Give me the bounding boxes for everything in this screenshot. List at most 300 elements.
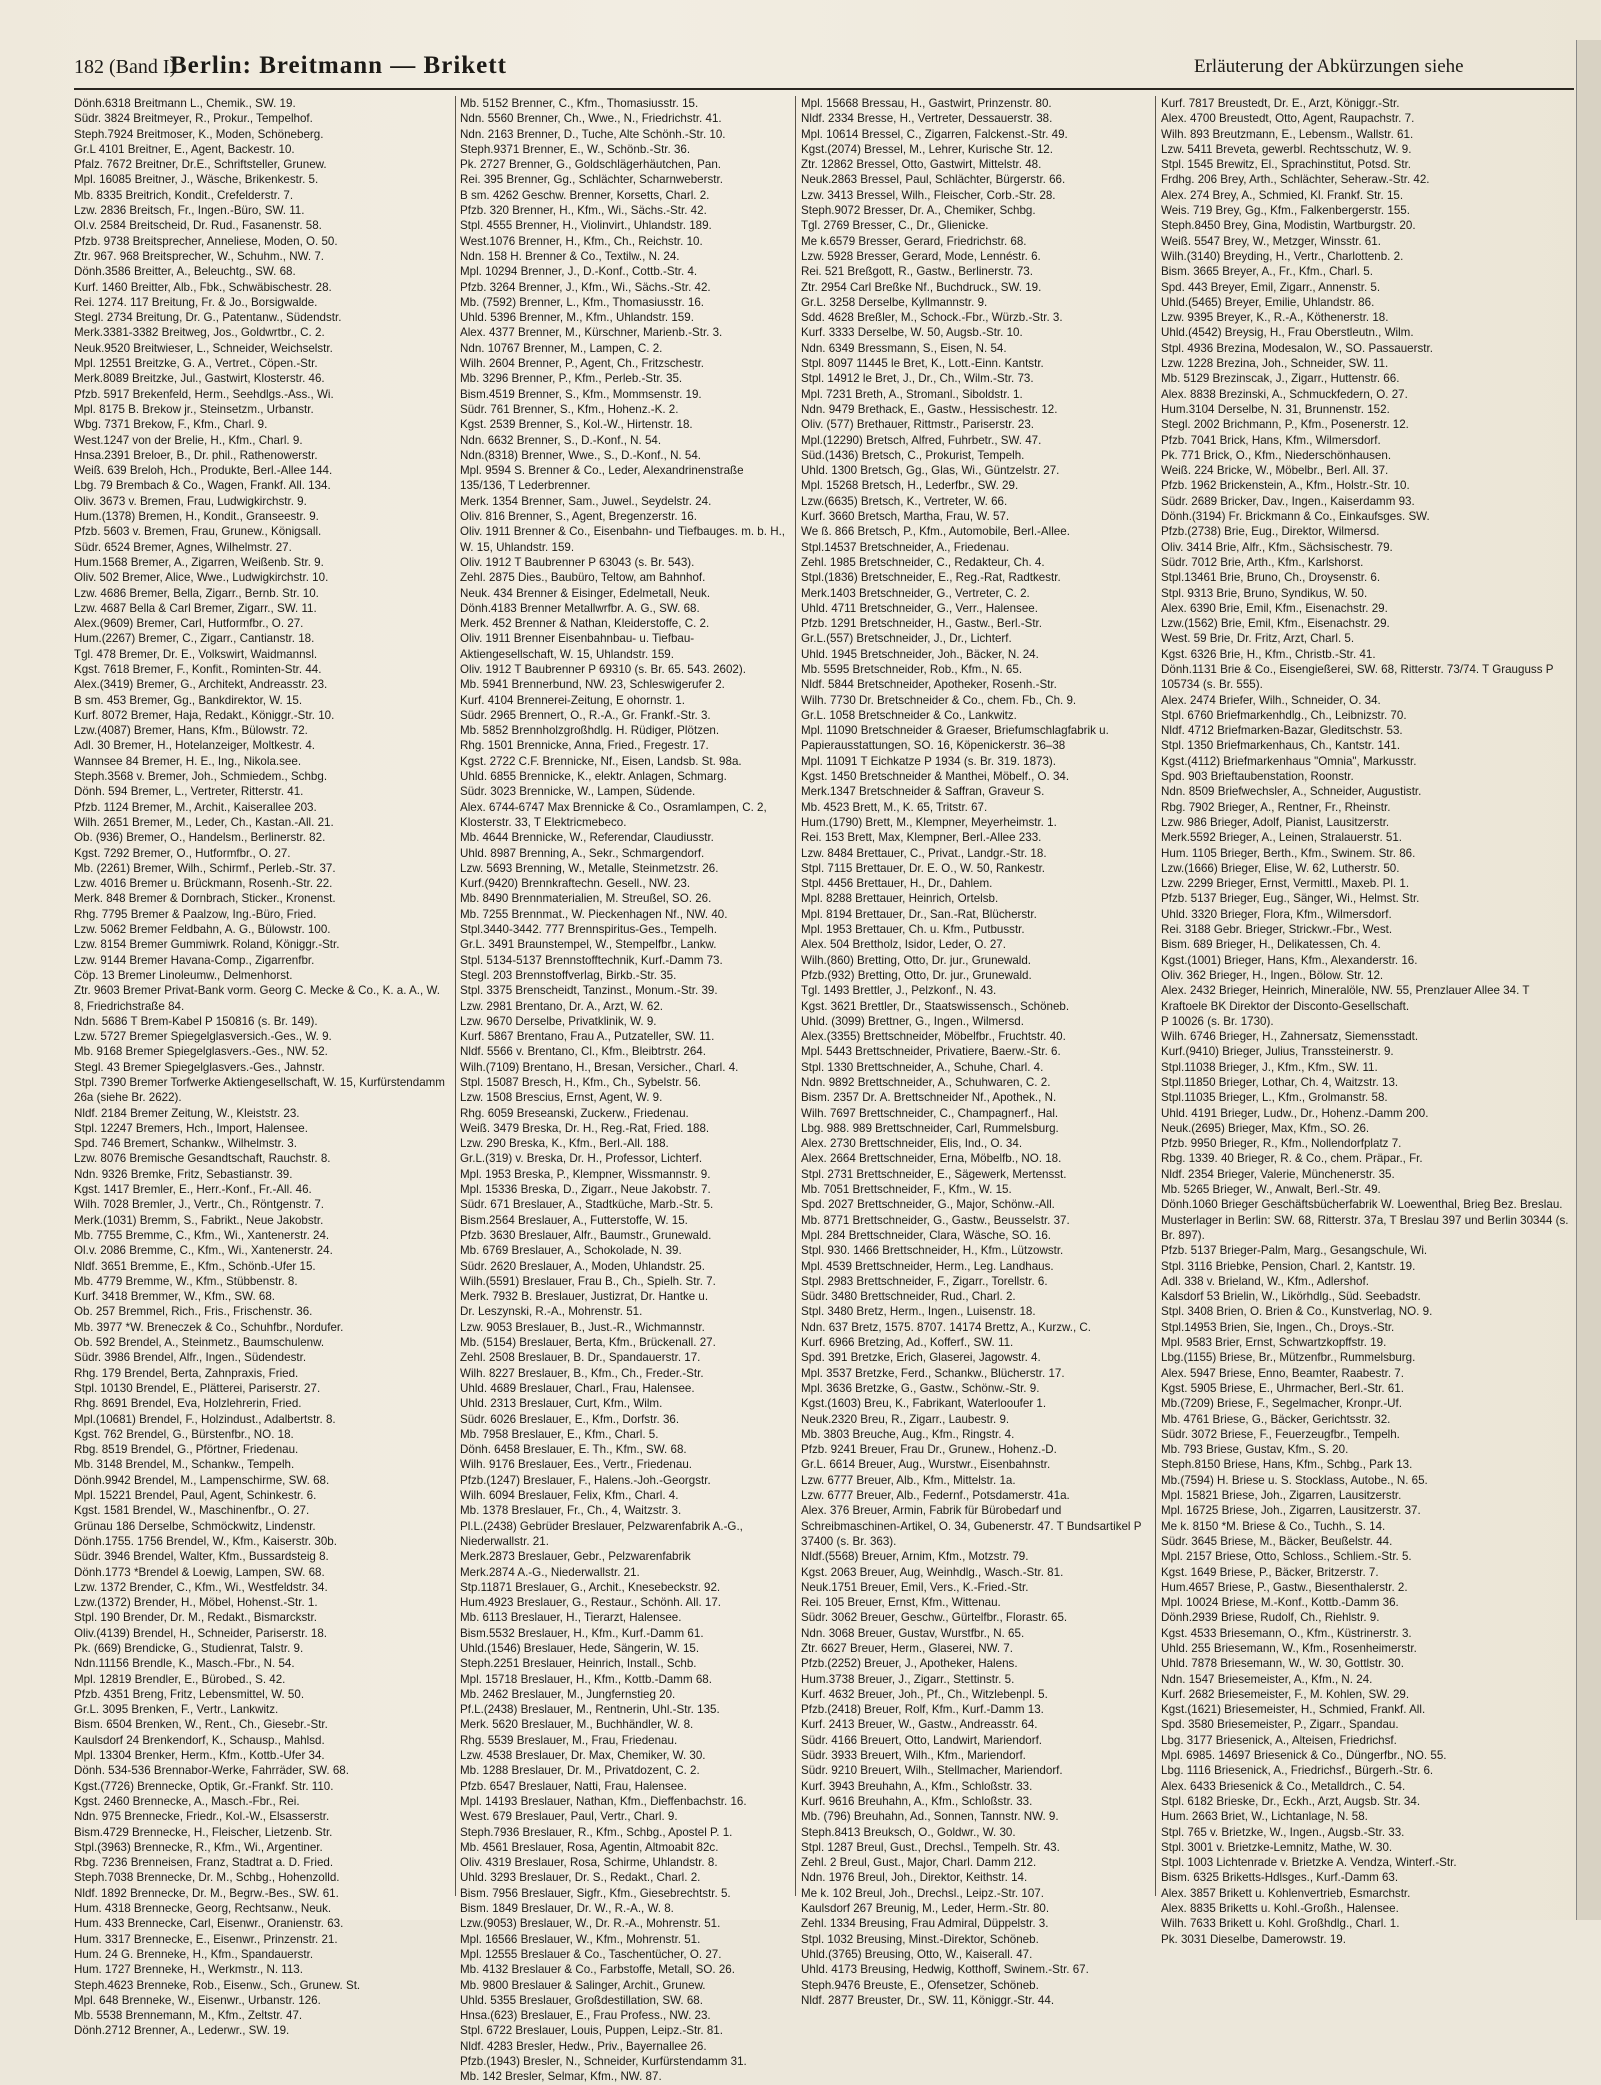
directory-entry: Zehl. 2 Breul, Gust., Major, Charl. Damm 212. [801,1856,1037,1870]
directory-entry: Steph.8450 Brey, Gina, Modistin, Wartburgstr. 20. [1161,219,1416,233]
directory-entry: Pfzb. 9241 Breuer, Frau Dr., Grunew., Hohenz.-D. [801,1443,1057,1457]
directory-entry: Pfzb. 6547 Breslauer, Natti, Frau, Halensee. [460,1779,687,1793]
directory-entry: Weiß. 3479 Breska, Dr. H., Reg.-Rat, Fried. 188. [460,1121,710,1135]
directory-entry: Mpl. 10614 Bressel, C., Zigarren, Falckenst.-Str. 49. [801,127,1068,141]
directory-entry: Cöp. 13 Bremer Linoleumw., Delmenhorst. [74,968,293,982]
directory-entry: Mpl. 15268 Bretsch, H., Lederfbr., SW. 29. [801,479,1019,493]
directory-entry: Pk. (669) Brendicke, G., Studienrat, Talstr. 9. [74,1641,304,1655]
directory-entry: Südr. 3645 Briese, M., Bäcker, Beußelstr. 44. [1161,1534,1393,1548]
directory-entry: Merk.2874 A.-G., Niederwallstr. 21. [460,1565,640,1579]
directory-entry: Tgl. 1493 Brettler, J., Pelzkonf., N. 43. [801,984,997,998]
directory-entry: Oliv. 3673 v. Bremen, Frau, Ludwigkirchstr. 9. [74,494,307,508]
directory-entry: Südr. 2689 Bricker, Dav., Ingen., Kaiserdamm 93. [1161,494,1415,508]
directory-entry: Kgst.(1001) Brieger, Hans, Kfm., Alexanderstr. 16. [1161,953,1418,967]
directory-entry: Kgst. 6326 Brie, H., Kfm., Christb.-Str. 41. [1161,647,1376,661]
directory-entry: Ndn. 9479 Brethack, E., Gastw., Hessischestr. 12. [801,402,1058,416]
directory-entry: Mpl. 7231 Breth, A., Stromanl., Siboldstr. 1. [801,387,1023,401]
directory-entry: Ndn.11156 Brendle, K., Masch.-Fbr., N. 54. [74,1657,295,1671]
directory-entry: Pfzb. 7041 Brick, Hans, Kfm., Wilmersdorf. [1161,433,1381,447]
directory-entry: Steph.7924 Breitmoser, K., Moden, Schöneberg. [74,127,324,141]
directory-entry: Mpl.(12290) Bretsch, Alfred, Fuhrbetr., SW. 47. [801,433,1042,447]
directory-entry: Alex. 2664 Brettschneider, Erna, Möbelfb., NO. 18. [801,1152,1062,1166]
directory-entry: Kurf.(9420) Brennkraftechn. Gesell., NW. 23. [460,877,691,891]
directory-entry: Stpl. 6722 Breslauer, Louis, Puppen, Leipz.-Str. 81. [460,2024,723,2038]
directory-entry: Weiß. 5547 Brey, W., Metzger, Winsstr. 61. [1161,234,1381,248]
directory-entry: Wilh. 893 Breutzmann, E., Lebensm., Wallstr. 61. [1161,127,1414,141]
directory-entry: Dönh.2939 Briese, Rudolf, Ch., Riehlstr. 9. [1161,1611,1380,1625]
directory-entry: Pfzb. 1962 Brickenstein, A., Kfm., Holstr.-Str. 10. [1161,479,1410,493]
directory-entry: Kurf. 9616 Breuhahn, A., Kfm., Schloßstr. 33. [801,1794,1033,1808]
directory-entry: Stpl. 8097 11445 le Bret, K., Lott.-Einn. Kantstr. [801,357,1044,371]
directory-entry: Zehl. 1334 Breusing, Frau Admiral, Düppelstr. 3. [801,1917,1049,1931]
directory-entry: Mpl. 8288 Brettauer, Heinrich, Ortelsb. [801,892,999,906]
directory-entry: Mb. 793 Briese, Gustav, Kfm., S. 20. [1161,1443,1349,1457]
directory-entry: Neuk.9520 Breitwieser, L., Schneider, Weichselstr. [74,341,333,355]
directory-entry: Lzw. 1508 Brescius, Ernst, Agent, W. 9. [460,1091,663,1105]
directory-entry: B sm. 4262 Geschw. Brenner, Korsetts, Charl. 2. [460,188,710,202]
directory-entry: Uhld.(3765) Breusing, Otto, W., Kaiserall. 47. [801,1947,1033,1961]
directory-entry: Lzw. 4016 Bremer u. Brückmann, Rosenh.-Str. 22. [74,877,333,891]
directory-entry: Lzw. 9395 Breyer, K., R.-A., Köthenerstr. 18. [1161,311,1389,325]
directory-entry: Kgst.(4112) Briefmarkenhaus "Omnia", Markusstr. [1161,754,1417,768]
directory-entry: Südr. 3062 Breuer, Geschw., Gürtelfbr., Florastr. 65. [801,1611,1068,1625]
directory-entry: Mb. 5941 Brennerbund, NW. 23, Schleswigerufer 2. [460,678,725,692]
directory-entry: Frdhg. 206 Brey, Arth., Schlächter, Seheraw.-Str. 42. [1161,173,1430,187]
directory-entry: Alex. 2730 Brettschneider, Elis, Ind., O. 34. [801,1137,1023,1151]
directory-entry: Südr. 3072 Briese, F., Feuerzeugfbr., Tempelh. [1161,1427,1400,1441]
directory-entry: Mpl. 16085 Breitner, J., Wäsche, Brikenkestr. 5. [74,173,319,187]
directory-entry: Nldf. 2184 Bremer Zeitung, W., Kleiststr. 23. [74,1106,300,1120]
directory-entry: Lzw. 290 Breska, K., Kfm., Berl.-All. 188. [460,1137,669,1151]
directory-entry: West. 59 Brie, Dr. Fritz, Arzt, Charl. 5. [1161,632,1355,646]
directory-entry: Hum. 1727 Brenneke, H., Werkmstr., N. 113. [74,1963,303,1977]
directory-entry: Bism. 2357 Dr. A. Brettschneider Nf., Apothek., N. [801,1091,1057,1105]
directory-entry: Kurf. 2413 Breuer, W., Gastw., Andreasstr. 64. [801,1718,1038,1732]
directory-entry: Nldf. 2877 Breuster, Dr., SW. 11, Königgr.-Str. 44. [801,1993,1055,2007]
directory-entry: Ndn. 5686 T Brem-Kabel P 150816 (s. Br. 149). [74,1014,318,1028]
directory-entry: Alex.(3355) Brettschneider, Möbelfbr., Fruchtstr. 40. [801,1030,1066,1044]
directory-entry: Ndn. 637 Bretz, 1575. 8707. 14174 Brettz, A., Kurzw., C. [801,1320,1092,1334]
directory-entry: Weiß. 639 Breloh, Hch., Produkte, Berl.-Allee 144. [74,464,333,478]
directory-entry: Mb. 4644 Brennicke, W., Referendar, Claudiusstr. [460,831,714,845]
directory-entry: Stpl.11850 Brieger, Lothar, Ch. 4, Waitzstr. 13. [1161,1076,1399,1089]
directory-entry: Kalsdorf 53 Brielin, W., Likörhdlg., Süd. Seebadstr. [1161,1290,1421,1304]
directory-entry: Stpl. 1350 Briefmarkenhaus, Ch., Kantstr. 141. [1161,739,1401,753]
column-4 [1161,96,1575,1946]
directory-entry: Mb. (796) Breuhahn, Ad., Sonnen, Tannstr. NW. 9. [801,1810,1059,1824]
directory-entry: Adl. 30 Bremer, H., Hotelanzeiger, Moltkestr. 4. [74,739,315,753]
directory-entry: Dr. Leszynski, R.-A., Mohrenstr. 51. [460,1305,643,1319]
directory-entry: Uhld. 2313 Breslauer, Curt, Kfm., Wilm. [460,1397,663,1411]
directory-entry: Südr. 6524 Bremer, Agnes, Wilhelmstr. 27. [74,540,292,554]
directory-entry: Mpl. 12551 Breitzke, G. A., Vertret., Cöpen.-Str. [74,357,318,371]
directory-entry: Steph.4623 Brenneke, Rob., Eisenw., Sch., Grunew. St. [74,1978,361,1992]
directory-entry: Kgst. 7618 Bremer, F., Konfit., Rominten-Str. 44. [74,662,322,676]
directory-entry: Mb. 8490 Brennmaterialien, M. Streußel, SO. 26. [460,892,712,906]
directory-entry: Mb. 3803 Breuche, Aug., Kfm., Ringstr. 4. [801,1427,1015,1441]
directory-entry: Hum.(1378) Bremen, H., Kondit., Granseestr. 9. [74,510,319,524]
directory-entry: Uhld. 8987 Brenning, A., Sekr., Schmargendorf. [460,846,705,860]
directory-entry: Bism. 6325 Briketts-Hdlsges., Kurf.-Damm 63. [1161,1871,1399,1885]
directory-entry: Kgst. 1581 Brendel, W., Maschinenfbr., O. 27. [74,1504,310,1518]
directory-entry: Mb. 142 Bresler, Selmar, Kfm., NW. 87. [460,2070,662,2084]
directory-entry: Kurf. 3333 Derselbe, W. 50, Augsb.-Str. 10. [801,326,1023,340]
directory-entry: Zehl. 2508 Breslauer, B. Dr., Spandauerstr. 17. [460,1351,701,1365]
directory-entry: Mb. 4132 Breslauer & Co., Farbstoffe, Metall, SO. 26. [460,1963,735,1977]
directory-entry: Hum.3104 Derselbe, N. 31, Brunnenstr. 152. [1161,402,1390,416]
directory-entry: We ß. 866 Bretsch, P., Kfm., Automobile, Berl.-Allee. [801,525,1070,539]
directory-entry: Kgst. 1450 Bretschneider & Manthei, Möbelf., O. 34. [801,770,1070,784]
directory-entry: Kgst. 7292 Bremer, O., Hutformfbr., O. 27. [74,846,291,860]
column-1 [74,96,450,2038]
directory-entry: Tgl. 478 Bremer, Dr. E., Volkswirt, Waidmannsl. [74,647,318,661]
directory-entry: Hum.(2267) Bremer, C., Zigarr., Cantianstr. 18. [74,632,315,646]
directory-entry: Lzw. 6777 Breuer, Alb., Federnf., Potsdamerstr. 41a. [801,1489,1070,1503]
directory-entry: Neuk.(2695) Brieger, Max, Kfm., SO. 26. [1161,1121,1370,1135]
directory-entry: Dönh. 6458 Breslauer, E. Th., Kfm., SW. 68. [460,1443,687,1457]
directory-entry: Pfzb. 3264 Brenner, J., Kfm., Wi., Sächs.-Str. 42. [460,280,711,294]
directory-entry: Uhld.(4542) Breysig, H., Frau Oberstleutn., Wilm. [1161,326,1414,340]
directory-entry: Dönh. 594 Bremer, L., Vertreter, Ritterstr. 41. [74,785,304,799]
directory-entry: Stpl. 2731 Brettschneider, E., Sägewerk, Mertensst. [801,1167,1067,1181]
directory-entry: Mb. 7755 Bremme, C., Kfm., Wi., Xantenerstr. 24. [74,1228,330,1242]
directory-entry: Stpl.14953 Brien, Sie, Ingen., Ch., Droys.-Str. [1161,1320,1395,1334]
directory-entry: Hum. 1105 Brieger, Berth., Kfm., Swinem. Str. 86. [1161,846,1416,860]
directory-entry: Stpl.(1836) Bretschneider, E., Reg.-Rat, Radtkestr. [801,571,1061,585]
directory-entry: Stpl. 10130 Brendel, E., Plätterei, Pariserstr. 27. [74,1381,321,1395]
directory-entry: Merk.3381-3382 Breitweg, Jos., Goldwrtbr., C. 2. [74,326,325,340]
directory-entry: Pfzb.(932) Bretting, Otto, Dr. jur., Grunewald. [801,968,1032,982]
directory-entry: Wannsee 84 Bremer, H. E., Ing., Nikola.see. [74,754,302,768]
directory-entry: Kgst. 2722 C.F. Brennicke, Nf., Eisen, Landsb. St. 98a. [460,754,742,768]
directory-entry: Südr. 3824 Breitmeyer, R., Prokur., Tempelhof. [74,112,313,126]
directory-entry: Stpl. 7115 Brettauer, Dr. E. O., W. 50, Rankestr. [801,861,1046,875]
directory-entry: Stpl.3440-3442. 777 Brennspiritus-Ges., Tempelh. [460,923,717,937]
directory-entry: Rbg. 7902 Brieger, A., Rentner, Fr., Rheinstr. [1161,800,1391,814]
directory-entry: West.1247 von der Brelie, H., Kfm., Charl. 9. [74,433,303,447]
directory-entry: Lzw. 1228 Brezina, Joh., Schneider, SW. 11. [1161,357,1389,371]
directory-entry: Mpl. 8175 B. Brekow jr., Steinsetzm., Urbanstr. [74,402,314,416]
directory-entry: Mpl. 14193 Breslauer, Nathan, Kfm., Dieffenbachstr. 16. [460,1794,747,1808]
directory-entry: Alex. 4377 Brenner, M., Kürschner, Marienb.-Str. 3. [460,326,723,340]
directory-entry: Ndn. 9326 Bremke, Fritz, Sebastianstr. 39. [74,1167,293,1181]
page-header [74,52,1574,90]
directory-entry: Stpl. 7390 Bremer Torfwerke Aktiengesellschaft, W. 15, Kurfürstendamm 26a (siehe Br. 2622). [74,1076,445,1105]
directory-entry: Alex. 504 Brettholz, Isidor, Leder, O. 27. [801,938,1006,952]
directory-entry: Lzw. 5411 Breveta, gewerbl. Rechtsschutz, W. 9. [1161,142,1412,156]
directory-entry: Mb. 7051 Brettschneider, F., Kfm., W. 15. [801,1183,1012,1197]
directory-entry: Pk. 2727 Brenner, G., Goldschlägerhäutchen, Pan. [460,158,722,172]
directory-entry: Mpl. 3636 Bretzke, G., Gastw., Schönw.-Str. 9. [801,1381,1040,1395]
directory-entry: Uhld. 4173 Breusing, Hedwig, Kotthoff, Swinem.-Str. 67. [801,1963,1089,1977]
directory-entry: Mb. 7255 Brennmat., W. Pieckenhagen Nf., NW. 40. [460,907,728,921]
directory-entry: Stpl. 1032 Breusing, Minst.-Direktor, Schöneb. [801,1932,1039,1946]
directory-entry: Mpl. 1953 Brettauer, Ch. u. Kfm., Putbusstr. [801,923,1025,937]
directory-entry: Nldf. 2334 Bresse, H., Vertreter, Dessauerstr. 38. [801,112,1053,126]
directory-entry: Stpl.(3963) Brennecke, R., Kfm., Wi., Argentiner. [74,1840,323,1854]
directory-entry: Stpl. 1330 Brettschneider, A., Schuhe, Charl. 4. [801,1060,1044,1074]
directory-entry: Mb. 6769 Breslauer, A., Schokolade, N. 39. [460,1244,682,1258]
directory-entry: Dönh.6318 Breitmann L., Chemik., SW. 19. [74,97,296,110]
directory-entry: Rbg. 1339. 40 Brieger, R. & Co., chem. Präpar., Fr. [1161,1152,1423,1166]
directory-entry: Lzw. 2836 Breitsch, Fr., Ingen.-Büro, SW. 11. [74,204,305,218]
directory-entry: Lzw. 9053 Breslauer, B., Just.-R., Wichmannstr. [460,1320,705,1334]
directory-entry: Hnsa.2391 Breloer, B., Dr. phil., Rathenowerstr. [74,448,318,462]
directory-entry: Mb. 6113 Breslauer, H., Tierarzt, Halensee. [460,1611,682,1625]
directory-entry: Wilh. 7697 Brettschneider, C., Champagnerf., Hal. [801,1106,1059,1120]
directory-entry: Bism. 1849 Breslauer, Dr. W., R.-A., W. 8. [460,1902,674,1916]
directory-entry: Mb. 5152 Brenner, C., Kfm., Thomasiusstr. 15. [460,97,699,110]
directory-entry: Mpl. 12555 Breslauer & Co., Taschentücher, O. 27. [460,1947,722,1961]
directory-entry: Südr. 2965 Brennert, O., R.-A., Gr. Frankf.-Str. 3. [460,708,711,722]
directory-entry: Dönh.1060 Brieger Geschäftsbücherfabrik W. Loewenthal, Brieg Bez. Breslau. Musterlager in Berlin: SW. 68, Ritterstr. 37a, T Breslau 397 und Berlin 30344 (s. Br. 897). [1161,1198,1569,1242]
directory-entry: Mb.(7209) Briese, F., Segelmacher, Kronpr.-Uf. [1161,1397,1402,1411]
directory-entry: Uhld. 4191 Brieger, Ludw., Dr., Hohenz.-Damm 200. [1161,1106,1429,1120]
directory-entry: Merk. 452 Brenner & Nathan, Kleiderstoffe, C. 2. [460,617,710,631]
directory-entry: Alex. 8835 Briketts u. Kohl.-Großh., Halensee. [1161,1902,1399,1916]
directory-entry: Lzw. 4686 Bremer, Bella, Zigarr., Bernb. Str. 10. [74,586,319,600]
directory-entry: Stpl. 12247 Bremers, Hch., Import, Halensee. [74,1121,308,1135]
directory-entry: Rhg. 6059 Breseanski, Zuckerw., Friedenau. [460,1106,689,1120]
directory-entry: Hum.4923 Breslauer, G., Restaur., Schönh. All. 17. [460,1596,721,1610]
directory-entry: Stpl. 3408 Brien, O. Brien & Co., Kunstverlag, NO. 9. [1161,1305,1433,1319]
directory-entry: Mpl. 16725 Briese, Joh., Zigarren, Lausitzerstr. 37. [1161,1504,1421,1518]
directory-entry: Oliv. 1912 T Baubrenner P 69310 (s. Br. 65. 543. 2602). [460,662,746,676]
directory-entry: Alex. 8838 Brezinski, A., Schmuckfedern, O. 27. [1161,387,1408,401]
directory-entry: Ndn. 1547 Briesemeister, A., Kfm., N. 24. [1161,1672,1373,1686]
directory-entry: Merk. 848 Bremer & Dornbrach, Sticker., Kronenst. [74,892,336,906]
directory-entry: Oliv. 1911 Brenner Eisenbahnbau- u. Tiefbau-Aktiengesellschaft, W. 15, Uhlandstr. 159. [460,632,695,661]
directory-entry: Mb. 8335 Breitrich, Kondit., Crefelderstr. 7. [74,188,294,202]
directory-entry: Kurf. 3660 Bretsch, Martha, Frau, W. 57. [801,510,1010,524]
directory-entry: Pfzb. 4351 Breng, Fritz, Lebensmittel, W. 50. [74,1687,305,1701]
directory-entry: Stpl. 5134-5137 Brennstofftechnik, Kurf.-Damm 73. [460,953,723,967]
directory-entry: Neuk.2863 Bressel, Paul, Schlächter, Bürgerstr. 66. [801,173,1066,187]
directory-entry: Kurf. 3943 Breuhahn, A., Kfm., Schloßstr. 33. [801,1779,1033,1793]
directory-entry: Gr.L. 3095 Brenken, F., Vertr., Lankwitz. [74,1703,279,1717]
directory-entry: Alex. 274 Brey, A., Schmied, Kl. Frankf. Str. 15. [1161,188,1404,202]
directory-entry: Ndn. 1976 Breul, Joh., Direktor, Keithstr. 14. [801,1871,1028,1885]
directory-entry: Lzw. 9144 Bremer Havana-Comp., Zigarrenfbr. [74,953,315,967]
directory-entry: Gr.L. 3258 Derselbe, Kyllmannstr. 9. [801,295,988,309]
directory-entry: Stpl. 3116 Briebke, Pension, Charl. 2, Kantstr. 19. [1161,1259,1416,1273]
directory-entry: Neuk. 434 Brenner & Eisinger, Edelmetall, Neuk. [460,586,711,600]
directory-entry: Nldf. 5566 v. Brentano, Cl., Kfm., Bleibtrstr. 264. [460,1045,706,1059]
directory-entry: Lzw.(1666) Brieger, Elise, W. 62, Lutherstr. 50. [1161,861,1400,875]
directory-entry: Weis. 719 Brey, Gg., Kfm., Falkenbergerstr. 155. [1161,204,1410,218]
directory-entry: Mb. 7958 Breslauer, E., Kfm., Charl. 5. [460,1427,659,1441]
directory-entry: Nldf. 5844 Bretschneider, Apotheker, Rosenh.-Str. [801,678,1057,692]
directory-entry: Rhg. 1501 Brennicke, Anna, Fried., Fregestr. 17. [460,739,709,753]
directory-entry: Steph.7936 Breslauer, R., Kfm., Schbg., Apostel P. 1. [460,1825,733,1839]
directory-entry: Uhld. 4711 Bretschneider, G., Verr., Halensee. [801,601,1038,615]
directory-entry: Merk.2873 Breslauer, Gebr., Pelzwarenfabrik [460,1550,691,1564]
directory-entry: Ndn. 158 H. Brenner & Co., Textilw., N. 24. [460,249,680,263]
directory-entry: Oliv.(4139) Brendel, H., Schneider, Pariserstr. 18. [74,1626,328,1640]
directory-entry: Mb. 5265 Brieger, W., Anwalt, Berl.-Str. 49. [1161,1183,1381,1197]
directory-entry: Mb. 2462 Breslauer, M., Jungfernstieg 20. [460,1687,676,1701]
directory-entry: Lzw. 986 Brieger, Adolf, Pianist, Lausitzerstr. [1161,815,1390,829]
directory-entry: Bism.4519 Brenner, S., Kfm., Mommsenstr. 19. [460,387,702,401]
directory-entry: Steph.9371 Brenner, E., W., Schönb.-Str. 36. [460,142,691,156]
directory-entry: Südr. 3023 Brennicke, W., Lampen, Südende. [460,785,696,799]
directory-entry: Rei. 1274. 117 Breitung, Fr. & Jo., Borsigwalde. [74,295,318,309]
directory-entry: Steph.9072 Bresser, Dr. A., Chemiker, Schbg. [801,204,1036,218]
directory-entry: Stp.11871 Breslauer, G., Archit., Knesebeckstr. 92. [460,1580,721,1594]
directory-entry: Gr.L. 6614 Breuer, Aug., Wurstwr., Eisenbahnstr. [801,1458,1051,1472]
directory-entry: Hum. 433 Brennecke, Carl, Eisenwr., Oranienstr. 63. [74,1917,344,1931]
directory-entry: Lzw. 6777 Breuer, Alb., Kfm., Mittelstr. 1a. [801,1473,1016,1487]
directory-entry: Stpl. 4555 Brenner, H., Violinvirt., Uhlandstr. 189. [460,219,712,233]
directory-entry: Hum.(1790) Brett, M., Klempner, Meyerheimstr. 1. [801,815,1057,829]
directory-entry: Lzw. 5062 Bremer Feldbahn, A. G., Bülowstr. 100. [74,923,331,937]
directory-entry: Stpl.14537 Bretschneider, A., Friedenau. [801,540,1010,554]
directory-entry: Wilh. 6746 Brieger, H., Zahnersatz, Siemensstadt. [1161,1030,1419,1044]
directory-entry: West.1076 Brenner, H., Kfm., Ch., Reichstr. 10. [460,234,703,248]
directory-entry: Stpl. 1003 Lichtenrade v. Brietzke A. Vendza, Winterf.-Str. [1161,1856,1457,1870]
directory-entry: Rei. 153 Brett, Max, Klempner, Berl.-Allee 233. [801,831,1042,845]
directory-entry: Mpl. 6985. 14697 Briesenick & Co., Düngerfbr., NO. 55. [1161,1749,1447,1763]
directory-entry: Wilh.(3140) Breyding, H., Vertr., Charlottenb. 2. [1161,249,1404,263]
directory-entry: Kgst. 1417 Bremler, E., Herr.-Konf., Fr.-All. 46. [74,1183,312,1197]
directory-entry: Mb. (7592) Brenner, L., Kfm., Thomasiusstr. 16. [460,295,705,309]
directory-entry: Wilh.(860) Bretting, Otto, Dr. jur., Grunewald. [801,953,1032,967]
directory-entry: Stpl.13461 Brie, Bruno, Ch., Droysenstr. 6. [1161,571,1381,585]
directory-entry: Mpl.(10681) Brendel, F., Holzindust., Adalbertstr. 8. [74,1412,336,1426]
directory-entry: Merk.1347 Bretschneider & Saffran, Graveur S. [801,785,1045,799]
directory-entry: Nldf.(5568) Breuer, Arnim, Kfm., Motzstr. 79. [801,1550,1029,1564]
directory-entry: Kurf.(9410) Brieger, Julius, Transsteinerstr. 9. [1161,1045,1394,1059]
directory-entry: Pfzb. 3630 Breslauer, Alfr., Baumstr., Grunewald. [460,1228,712,1242]
directory-entry: Steph.2251 Breslauer, Heinrich, Install., Schb. [460,1657,697,1671]
directory-entry: Lzw. 2299 Brieger, Ernst, Vermittl., Maxeb. Pl. 1. [1161,877,1410,891]
directory-entry: Pfzb. 320 Brenner, H., Kfm., Wi., Sächs.-Str. 42. [460,204,707,218]
directory-entry: Mb. (2261) Bremer, Wilh., Schirmf., Perleb.-Str. 37. [74,861,336,875]
directory-entry: Mpl. 10024 Briese, M.-Konf., Kottb.-Damm 36. [1161,1596,1399,1610]
directory-entry: Mb. 1378 Breslauer, Fr., Ch., 4, Waitzstr. 3. [460,1504,682,1518]
directory-entry: Dönh.9942 Brendel, M., Lampenschirme, SW. 68. [74,1473,330,1487]
directory-entry: Uhld. 4689 Breslauer, Charl., Frau, Halensee. [460,1381,695,1395]
directory-entry: Südr. 2620 Breslauer, A., Moden, Uhlandstr. 25. [460,1259,705,1273]
directory-entry: Kurf. 1460 Breitter, Alb., Fbk., Schwäbischestr. 28. [74,280,332,294]
directory-entry: Steph.8150 Briese, Hans, Kfm., Schbg., Park 13. [1161,1458,1413,1472]
directory-entry: Ndn.(8318) Brenner, Wwe., S., D.-Konf., N. 54. [460,448,701,462]
directory-entry: Lbg. 79 Brembach & Co., Wagen, Frankf. All. 134. [74,479,331,493]
directory-entry: Lzw.(6635) Bretsch, K., Vertreter, W. 66. [801,494,1008,508]
page-title: Berlin: Breitmann — Brikett [170,52,507,79]
directory-entry: Uhld. 1945 Bretschneider, Joh., Bäcker, N. 24. [801,647,1039,661]
directory-entry: Kurf. 2682 Briesemeister, F., M. Kohlen, SW. 29. [1161,1687,1410,1701]
directory-entry: Merk. 7932 B. Breslauer, Justizrat, Dr. Hantke u. [460,1290,709,1304]
directory-entry: Stpl. 6182 Brieske, Dr., Eckh., Arzt, Augsb. Str. 34. [1161,1794,1421,1808]
directory-entry: Uhld. (3099) Brettner, G., Ingen., Wilmersd. [801,1014,1024,1028]
directory-entry: Pfzb.(2418) Breuer, Rolf, Kfm., Kurf.-Damm 13. [801,1703,1044,1717]
directory-entry: Steph.3568 v. Bremer, Joh., Schmiedem., Schbg. [74,770,328,784]
directory-entry: Ob. (936) Bremer, O., Handelsm., Berlinerstr. 82. [74,831,326,845]
directory-entry: Alex. 4700 Breustedt, Otto, Agent, Raupachstr. 7. [1161,112,1415,126]
directory-entry: Südr. 3946 Brendel, Walter, Kfm., Bussardsteig 8. [74,1550,329,1564]
directory-entry: Uhld. 5396 Brenner, M., Kfm., Uhlandstr. 159. [460,311,694,325]
directory-entry: Nldf. 3651 Bremme, E., Kfm., Schönb.-Ufer 15. [74,1259,316,1273]
directory-entry: Merk.8089 Breitzke, Jul., Gastwirt, Klosterstr. 46. [74,372,325,386]
directory-entry: Oliv. 3414 Brie, Alfr., Kfm., Sächsischestr. 79. [1161,540,1393,554]
directory-entry: Kgst. 2063 Breuer, Aug, Weinhdlg., Wasch.-Str. 81. [801,1565,1064,1579]
directory-entry: Gr.L 4101 Breitner, E., Agent, Backestr. 10. [74,142,295,156]
directory-entry: Bism.4729 Brennecke, H., Fleischer, Lietzenb. Str. [74,1825,333,1839]
directory-entry: Adl. 338 v. Brieland, W., Kfm., Adlershof. [1161,1274,1369,1288]
directory-entry: Stpl.11038 Brieger, J., Kfm., Kfm., SW. 11. [1161,1060,1378,1074]
directory-entry: Steph.8413 Breuksch, O., Goldwr., W. 30. [801,1825,1016,1839]
directory-entry: Lzw. 9670 Derselbe, Privatklinik, W. 9. [460,1014,657,1028]
directory-entry: Kurf. 6966 Bretzing, Ad., Kofferf., SW. 11. [801,1336,1014,1350]
directory-entry: Mb. 9800 Breslauer & Salinger, Archit., Grunew. [460,1978,706,1992]
directory-entry: Stpl. 1545 Brewitz, El., Sprachinstitut, Potsd. Str. [1161,158,1412,172]
directory-entry: Mb. 5538 Brennemann, M., Kfm., Zeltstr. 47. [74,2009,303,2023]
directory-entry: Dönh.1755. 1756 Brendel, W., Kfm., Kaiserstr. 30b. [74,1534,337,1548]
directory-entry: Wilh.(7109) Brentano, H., Bresan, Versicher., Charl. 4. [460,1060,739,1074]
directory-entry: P 10026 (s. Br. 1730). [1161,1014,1274,1028]
directory-entry: Ol.v. 2086 Bremme, C., Kfm., Wi., Xantenerstr. 24. [74,1244,333,1258]
directory-entry: Pfzb.(2738) Brie, Eug., Direktor, Wilmersd. [1161,525,1380,539]
directory-entry: Lzw. 5928 Bresser, Gerard, Mode, Lennéstr. 6. [801,249,1041,263]
directory-entry: Südr. 671 Breslauer, A., Stadtküche, Marb.-Str. 5. [460,1198,714,1212]
directory-entry: Stpl. 1287 Breul, Gust., Drechsl., Tempelh. Str. 43. [801,1840,1060,1854]
directory-entry: Stegl. 43 Bremer Spiegelglasvers.-Ges., Jahnstr. [74,1060,325,1074]
directory-entry: Spd. 3580 Briesemeister, P., Zigarr., Spandau. [1161,1718,1399,1732]
directory-entry: Kgst.(2074) Bressel, M., Lehrer, Kurische Str. 12. [801,142,1053,156]
directory-entry: Stpl. 3001 v. Brietzke-Lemnitz, Mathe, W. 30. [1161,1840,1393,1854]
directory-entry: Lzw. 5693 Brenning, W., Metalle, Steinmetzstr. 26. [460,861,719,875]
directory-entry: Pfzb. 5137 Brieger-Palm, Marg., Gesangschule, Wi. [1161,1244,1428,1258]
directory-entry: Pfalz. 7672 Breitner, Dr.E., Schriftsteller, Grunew. [74,158,327,172]
directory-entry: Kurf. 8072 Bremer, Haja, Redakt., Königgr.-Str. 10. [74,708,335,722]
directory-entry: Stpl. 930. 1466 Brettschneider, H., Kfm., Lützowstr. [801,1244,1064,1258]
directory-entry: Lzw.(1372) Brender, H., Möbel, Hohenst.-Str. 1. [74,1596,318,1610]
directory-entry: Neuk.2320 Breu, R., Zigarr., Laubestr. 9. [801,1412,1010,1426]
directory-entry: Uhld. 7878 Briesemann, W., W. 30, Gottlstr. 30. [1161,1657,1404,1671]
directory-entry: Alex. 5947 Briese, Enno, Beamter, Raabestr. 7. [1161,1366,1404,1380]
directory-entry: Mb. 4779 Bremme, W., Kfm., Stübbenstr. 8. [74,1274,298,1288]
directory-entry: Stpl. 765 v. Brietzke, W., Ingen., Augsb.-Str. 33. [1161,1825,1405,1839]
directory-entry: Mpl. 13304 Brenker, Herm., Kfm., Kottb.-Ufer 34. [74,1749,325,1763]
directory-entry: Südr. 4166 Breuert, Otto, Landwirt, Mariendorf. [801,1733,1043,1747]
directory-entry: Südr. 3933 Breuert, Wilh., Kfm., Mariendorf. [801,1749,1026,1763]
directory-entry: Wilh. 6094 Breslauer, Felix, Kfm., Charl. 4. [460,1489,679,1503]
directory-entry: Mb. 4561 Breslauer, Rosa, Agentin, Altmoabit 82c. [460,1840,719,1854]
directory-entry: Mb. 5129 Brezinscak, J., Zigarr., Huttenstr. 66. [1161,372,1400,386]
directory-entry: Ztr. 9603 Bremer Privat-Bank vorm. Georg C. Mecke & Co., K. a. A., W. 8, Friedrichstraße 84. [74,984,440,1013]
directory-entry: Oliv. 816 Brenner, S., Agent, Bregenzerstr. 16. [460,510,697,524]
directory-entry: Alex. 2432 Brieger, Heinrich, Mineralöle, NW. 55, Prenzlauer Allee 34. T Kraftoele BK Direktor der Disconto-Gesellschaft. [1161,984,1530,1013]
directory-entry: Stpl. 4456 Brettauer, H., Dr., Dahlem. [801,877,993,891]
directory-entry: Ndn. 10767 Brenner, M., Lampen, C. 2. [460,341,663,355]
directory-entry: Merk. 5620 Breslauer, M., Buchhändler, W. 8. [460,1718,694,1732]
directory-entry: Kgst.(7726) Brennecke, Optik, Gr.-Frankf. Str. 110. [74,1779,334,1793]
directory-entry: Mb. 1288 Breslauer, Dr. M., Privatdozent, C. 2. [460,1764,700,1778]
directory-entry: Nldf. 1892 Brennecke, Dr. M., Begrw.-Bes., SW. 61. [74,1886,339,1900]
directory-entry: Dönh.(3194) Fr. Brickmann & Co., Einkaufsges. SW. [1161,510,1430,524]
directory-entry: Dönh.1773 *Brendel & Loewig, Lampen, SW. 68. [74,1565,325,1579]
directory-entry: Hum.3738 Breuer, J., Zigarr., Stettinstr. 5. [801,1672,1015,1686]
directory-entry: Rei. 521 Breßgott, R., Gastw., Berlinerstr. 73. [801,265,1033,279]
directory-entry: Rei. 105 Breuer, Ernst, Kfm., Wittenau. [801,1596,1001,1610]
directory-entry: Ndn. 8509 Briefwechsler, A., Schneider, Augustistr. [1161,785,1422,799]
directory-entry: Pk. 771 Brick, O., Kfm., Niederschönhausen. [1161,448,1392,462]
directory-entry: Hum.1568 Bremer, A., Zigarren, Weißenb. Str. 9. [74,555,324,569]
directory-entry: Oliv. 1912 T Baubrenner P 63043 (s. Br. 543). [460,555,695,569]
directory-entry: Lbg. 1116 Briesenick, A., Friedrichsf., Bürgerh.-Str. 6. [1161,1764,1434,1778]
directory-entry: Ztr. 12862 Bressel, Otto, Gastwirt, Mittelstr. 48. [801,158,1042,172]
